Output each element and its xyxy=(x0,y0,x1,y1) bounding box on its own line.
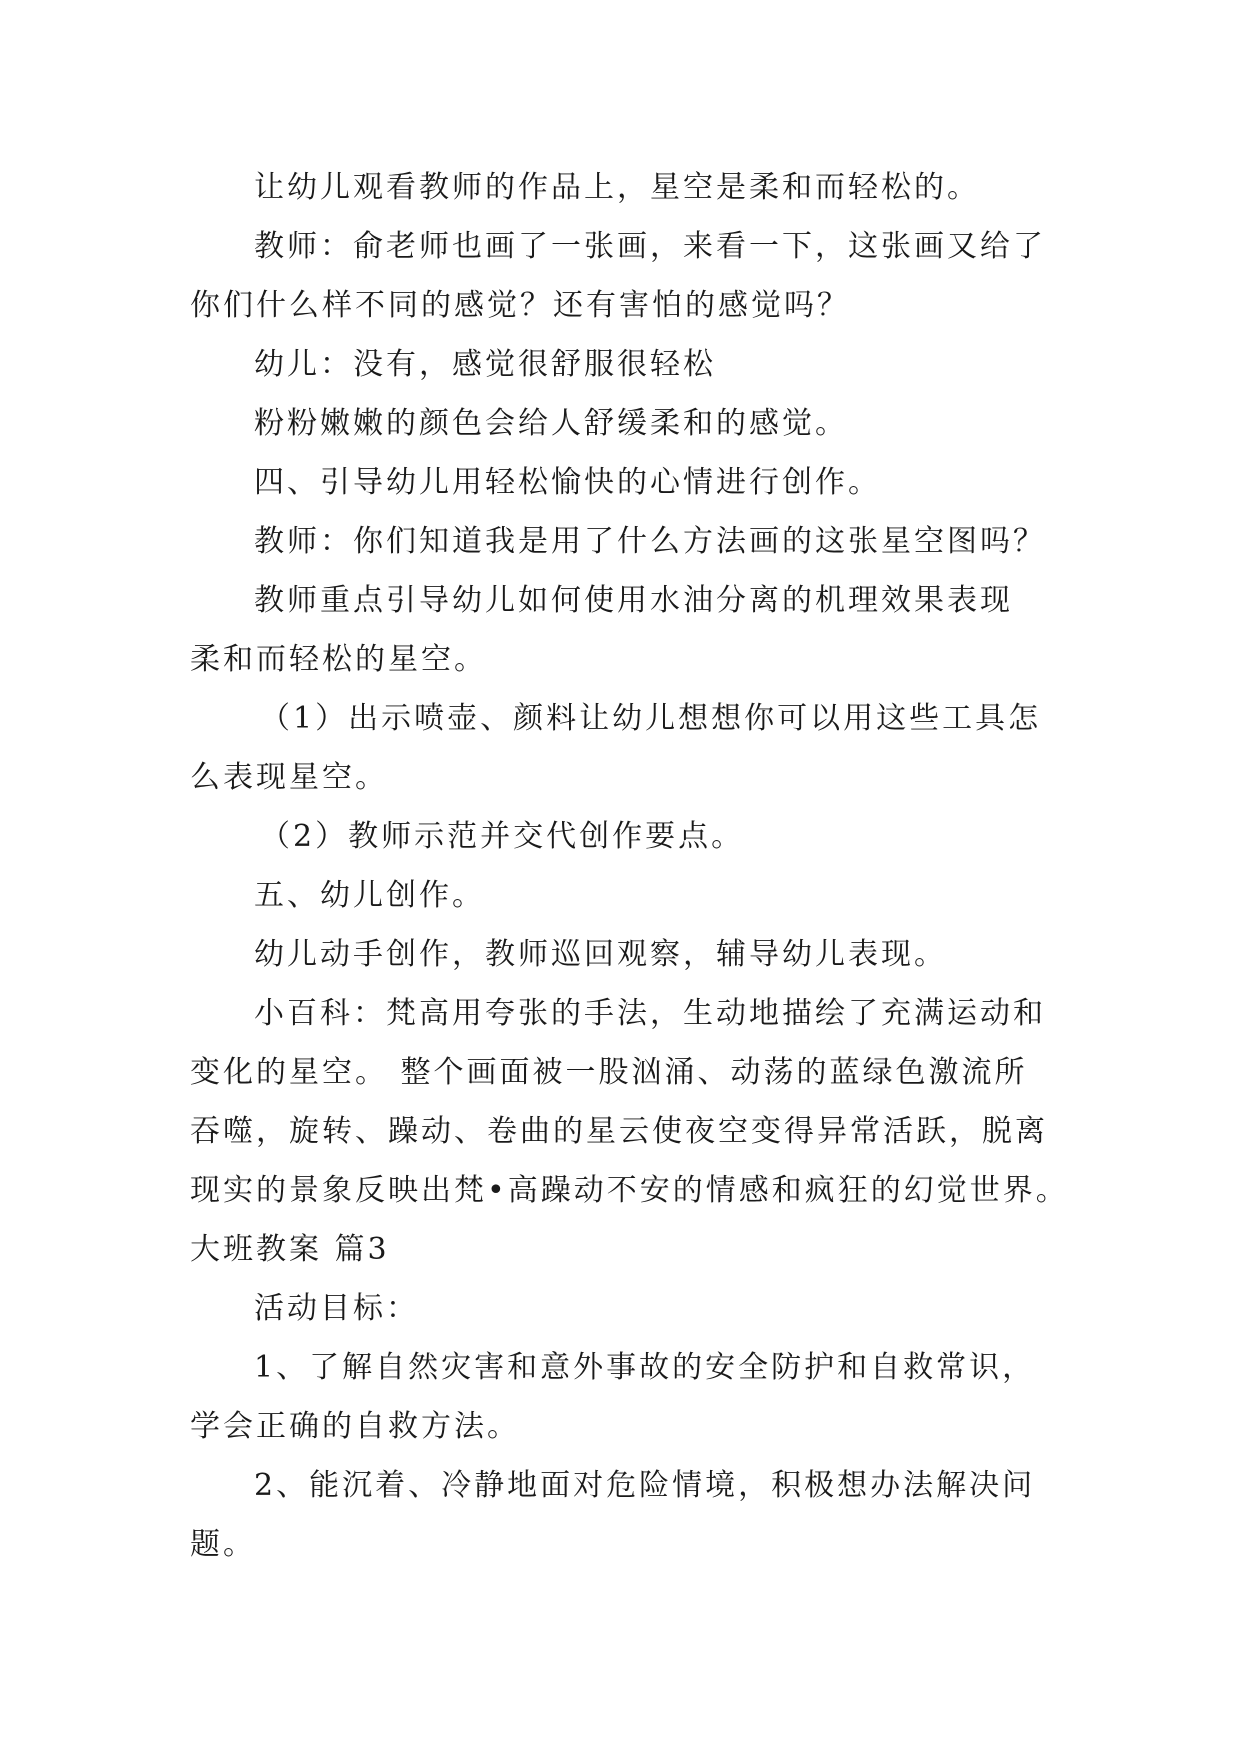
text-line: 教师重点引导幼儿如何使用水油分离的机理效果表现 xyxy=(254,583,1013,618)
text-line: 教师：俞老师也画了一张画，来看一下，这张画又给了 xyxy=(254,229,1046,264)
text-line: 四、引导幼儿用轻松愉快的心情进行创作。 xyxy=(254,465,881,500)
text-line: （2）教师示范并交代创作要点。 xyxy=(260,819,745,854)
text-line: 现实的景象反映出梵•高躁动不安的情感和疯狂的幻觉世界。 xyxy=(190,1173,1069,1208)
paragraph xyxy=(190,394,1060,453)
section-title xyxy=(190,1220,1060,1279)
text-line: 幼儿：没有，感觉很舒服很轻松 xyxy=(254,347,716,382)
text-line: 柔和而轻松的星空。 xyxy=(190,642,487,677)
document-body xyxy=(190,158,1069,1574)
paragraph xyxy=(190,807,1060,866)
paragraph xyxy=(190,1279,1060,1338)
text-line: 大班教案 篇3 xyxy=(190,1232,390,1267)
text-line: 么表现星空。 xyxy=(190,760,388,795)
paragraph xyxy=(190,1456,1060,1574)
paragraph xyxy=(190,571,1060,689)
text-line: 小百科：梵高用夸张的手法，生动地描绘了充满运动和 xyxy=(254,996,1046,1031)
text-line: 教师：你们知道我是用了什么方法画的这张星空图吗？ xyxy=(254,524,1046,559)
section-heading xyxy=(190,453,1060,512)
text-line: 活动目标： xyxy=(254,1291,419,1326)
text-line: 1、了解自然灾害和意外事故的安全防护和自救常识， xyxy=(254,1350,1036,1385)
paragraph xyxy=(190,1338,1060,1456)
paragraph xyxy=(190,512,1060,571)
paragraph xyxy=(190,158,1060,217)
paragraph xyxy=(190,984,1069,1220)
text-line: 题。 xyxy=(190,1527,256,1562)
paragraph xyxy=(190,217,1060,335)
text-line: 粉粉嫩嫩的颜色会给人舒缓柔和的感觉。 xyxy=(254,406,848,441)
paragraph xyxy=(190,689,1060,807)
paragraph xyxy=(190,335,1060,394)
paragraph xyxy=(190,925,1060,984)
text-line: 学会正确的自救方法。 xyxy=(190,1409,520,1444)
text-line: 变化的星空。 整个画面被一股汹涌、动荡的蓝绿色激流所 xyxy=(190,1055,1028,1090)
text-line: 你们什么样不同的感觉？还有害怕的感觉吗？ xyxy=(190,288,850,323)
text-line: 2、能沉着、冷静地面对危险情境，积极想办法解决问 xyxy=(254,1468,1036,1503)
text-line: 吞噬，旋转、躁动、卷曲的星云使夜空变得异常活跃，脱离 xyxy=(190,1114,1048,1149)
text-line: 五、幼儿创作。 xyxy=(254,878,485,913)
text-line: 让幼儿观看教师的作品上，星空是柔和而轻松的。 xyxy=(254,170,980,205)
text-line: 幼儿动手创作，教师巡回观察，辅导幼儿表现。 xyxy=(254,937,947,972)
section-heading xyxy=(190,866,1060,925)
text-line: （1）出示喷壶、颜料让幼儿想想你可以用这些工具怎 xyxy=(260,701,1042,736)
